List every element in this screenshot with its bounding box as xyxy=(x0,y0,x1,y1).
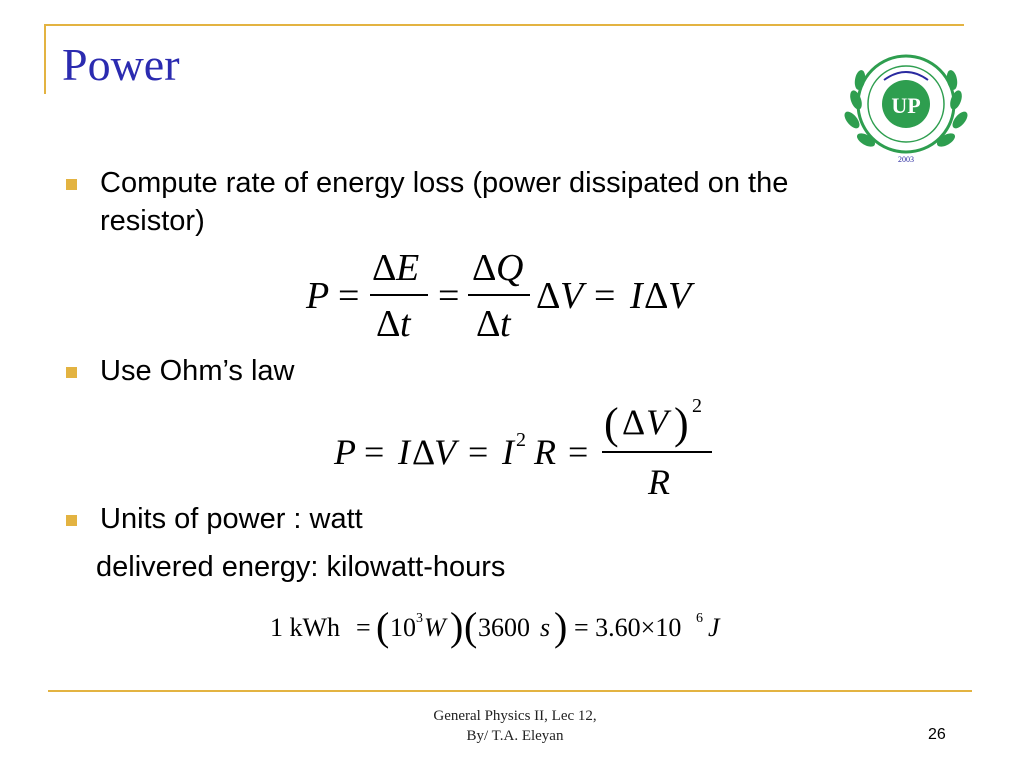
top-frame-line xyxy=(44,24,964,26)
svg-text:Δ: Δ xyxy=(644,275,669,317)
svg-text:V: V xyxy=(668,275,692,317)
svg-text:(: ( xyxy=(464,604,478,649)
svg-text:=: = xyxy=(438,275,460,317)
slide-title: Power xyxy=(62,39,180,90)
page-number: 26 xyxy=(928,726,946,743)
svg-text:V: V xyxy=(646,402,668,442)
logo-initials: UP xyxy=(891,93,921,118)
footer-line-2: By/ T.A. Eleyan xyxy=(466,728,564,744)
footer-line-1: General Physics II, Lec 12, xyxy=(433,708,597,724)
ohm-equation xyxy=(330,392,730,504)
bullet-3-text: Units of power : watt xyxy=(100,503,363,535)
bullet-1-line-2: resistor) xyxy=(100,205,205,237)
svg-text:6: 6 xyxy=(696,611,703,626)
svg-text:W: W xyxy=(424,613,446,642)
logo-year: 2003 xyxy=(898,155,914,164)
svg-text:I: I xyxy=(630,275,643,317)
svg-text:Δ: Δ xyxy=(412,432,436,472)
kwh-equation xyxy=(268,598,738,662)
left-frame-line xyxy=(44,24,46,94)
svg-text:Δ: Δ xyxy=(376,303,401,345)
footer-divider xyxy=(48,690,972,692)
svg-text:J: J xyxy=(708,613,720,642)
svg-text:Δ: Δ xyxy=(476,303,501,345)
svg-text:E: E xyxy=(396,247,420,289)
bullet-marker-3 xyxy=(66,515,77,526)
svg-text:): ) xyxy=(554,604,568,649)
bullet-1-line-1: Compute rate of energy loss (power dissipated on the xyxy=(100,167,789,199)
svg-text:1 kWh: 1 kWh xyxy=(270,613,341,642)
svg-text:=: = xyxy=(364,432,385,472)
bullet-marker-1 xyxy=(66,179,77,190)
svg-text:R: R xyxy=(648,462,670,502)
svg-text:s: s xyxy=(540,613,551,642)
footer-credit xyxy=(400,706,630,746)
bullet-3-subtext: delivered energy: kilowatt-hours xyxy=(96,551,506,583)
svg-text:= 3.60×10: = 3.60×10 xyxy=(574,613,682,642)
svg-text:V: V xyxy=(434,432,456,472)
svg-text:I: I xyxy=(502,432,514,472)
svg-text:3600: 3600 xyxy=(478,613,530,642)
bullet-marker-2 xyxy=(66,367,77,378)
svg-text:t: t xyxy=(400,303,411,345)
svg-text:R: R xyxy=(534,432,556,472)
svg-text:): ) xyxy=(450,604,464,649)
svg-text:=: = xyxy=(594,275,616,317)
svg-text:10: 10 xyxy=(390,613,416,642)
svg-text:P: P xyxy=(306,275,330,317)
svg-text:P: P xyxy=(334,432,356,472)
svg-text:3: 3 xyxy=(416,611,423,626)
svg-text:t: t xyxy=(500,303,511,345)
university-logo xyxy=(836,40,976,170)
svg-text:Δ: Δ xyxy=(622,402,646,442)
bullet-2-text: Use Ohm’s law xyxy=(100,355,295,387)
svg-text:Δ: Δ xyxy=(472,247,497,289)
svg-text:V: V xyxy=(560,275,584,317)
power-equation xyxy=(300,240,720,350)
svg-text:=: = xyxy=(568,432,589,472)
svg-text:(: ( xyxy=(604,399,619,448)
svg-text:I: I xyxy=(398,432,410,472)
svg-text:(: ( xyxy=(376,604,390,649)
svg-text:2: 2 xyxy=(692,395,702,417)
svg-text:=: = xyxy=(468,432,489,472)
svg-text:Δ: Δ xyxy=(372,247,397,289)
svg-text:=: = xyxy=(338,275,360,317)
svg-text:Δ: Δ xyxy=(536,275,561,317)
svg-text:=: = xyxy=(356,613,371,642)
svg-text:2: 2 xyxy=(516,429,526,451)
svg-text:Q: Q xyxy=(496,247,524,289)
svg-text:): ) xyxy=(674,399,689,448)
